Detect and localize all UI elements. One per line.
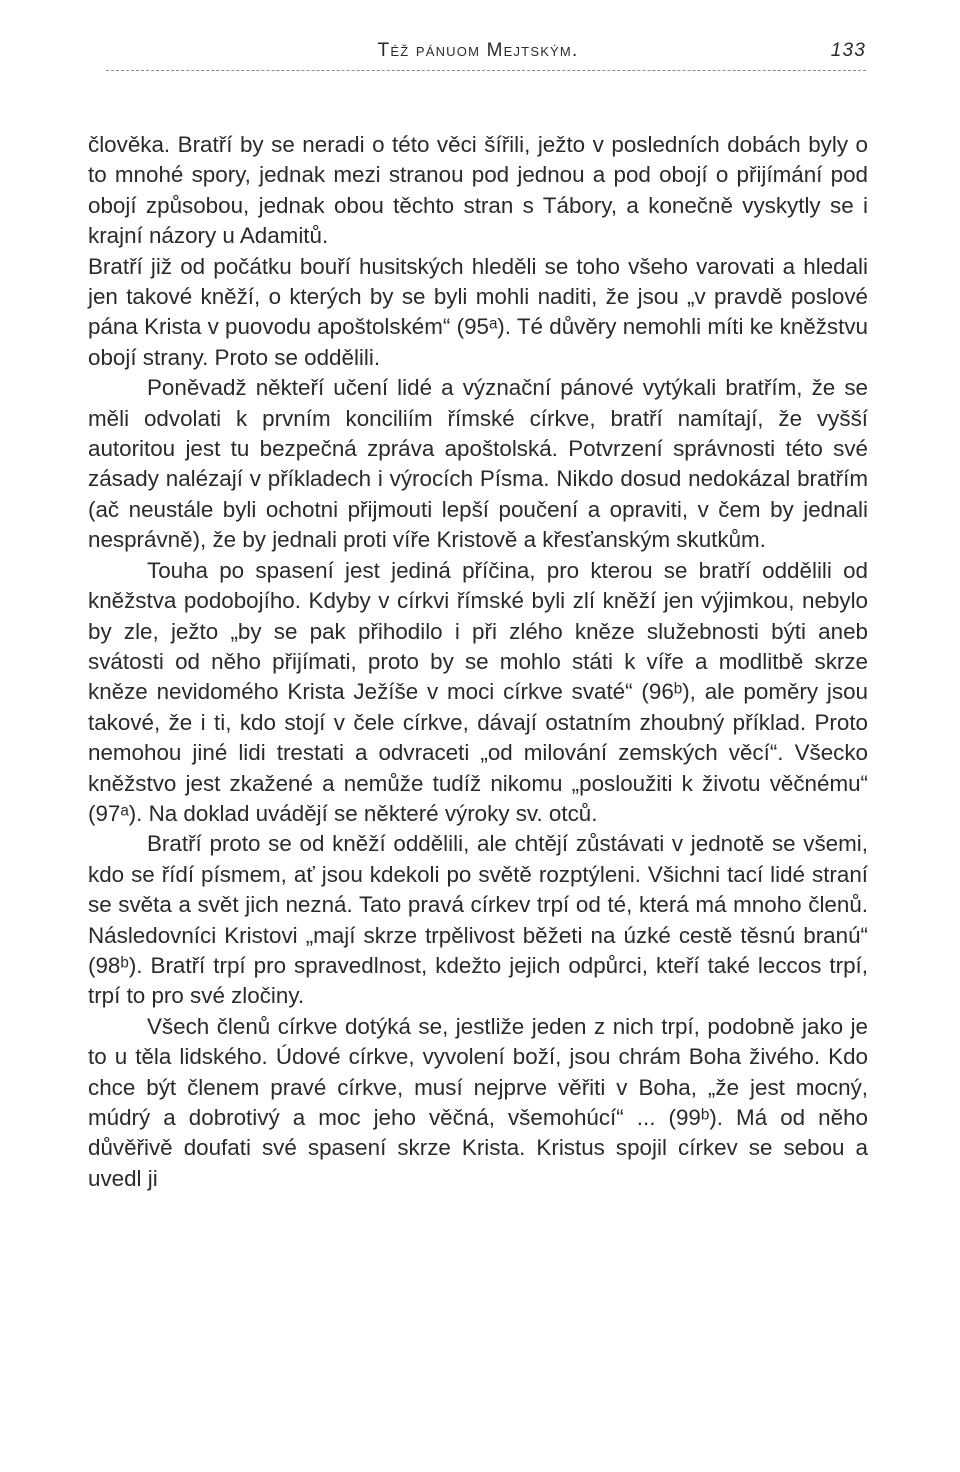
page-number: 133 (830, 40, 866, 61)
paragraph-4: Touha po spasení jest jediná příčina, pro kterou se bratří oddělili od kněžstva podobojího. Kdyby v církvi římské byli zlí kněží jen výjimkou, nebylo by zle, ježto „by se pak přihodilo i při zlého kněze služebnosti býti aneb svátosti od něho přijímati, proto by se mohlo státi k víře a modlitbě skrze kněze nevidomého Krista Ježíše v moci církve svaté“ (96ᵇ), ale poměry jsou takové, že i ti, kdo stojí v čele církve, dávají ostatním zhoubný příklad. Proto nemohou jiné lidi trestati a odvraceti „od milování zemských věcí“. Všecko kněžstvo jest zkažené a nemůže tudíž nikomu „posloužiti k životu věčnému“ (97ᵃ). Na doklad uvádějí se některé výroky sv. otců. (88, 557, 868, 826)
paragraph-5: Bratří proto se od kněží oddělili, ale chtějí zůstávati v jednotě se všemi, kdo se řídí písmem, ať jsou kdekoli po světě rozptýleni. Všichni tací lidé straní se světa a svět jich nezná. Tato pravá církev trpí od té, která má mnoho členů. Následovníci Kristovi „mají skrze trpělivost běžeti na úzké cestě těsnú branú“ (98ᵇ). Bratří trpí pro spravedlnost, kdežto jejich odpůrci, kteří také leccos trpí, trpí to pro své zločiny. (88, 831, 868, 1009)
paragraph-6: Všech členů církve dotýká se, jestliže jeden z nich trpí, podobně jako je to u těla lidského. Údové církve, vyvolení boží, jsou chrám Boha živého. Kdo chce být členem pravé církve, musí nejprve věřiti v Boha, „že jest mocný, múdrý a dobrotivý a moc jeho věčná, všemohúcí“ ... (99ᵇ). Má od něho důvěřivě doufati své spasení skrze Krista. Kristus spojil církev se sebou a uvedl ji (88, 1013, 868, 1191)
body-text (88, 130, 868, 1194)
running-head (88, 40, 868, 70)
paragraph-3: Poněvadž někteří učení lidé a význační pánové vytýkali bratřím, že se měli odvolati k prvním konciliím římské církve, bratří namítají, že vyšší autoritou jest tu bezpečná zpráva apoštolská. Potvrzení správnosti této své zásady nalézají v příkladech i výrocích Písma. Nikdo dosud nedokázal bratřím (ač neustále byli ochotni přijmouti lepší poučení a opraviti, v čem by jednali nesprávně), že by jednali proti víře Kristově a křesťanským skutkům. (88, 375, 868, 553)
paragraph-2: Bratří již od počátku bouří husitských hleděli se toho všeho varovati a hledali jen takové kněží, o kterých by se byli mohli naditi, že jsou „v pravdě poslové pána Krista v puovodu apoštolském“ (95ᵃ). Té důvěry nemohli míti ke kněžstvu obojí strany. Proto se oddělili. (88, 253, 868, 370)
paragraph-1: člověka. Bratří by se neradi o této věci šířili, ježto v posledních dobách byly o to mnohé spory, jednak mezi stranou pod jednou a pod obojí o přijímání pod obojí způsobou, jednak obou těchto stran s Tábory, a konečně vyskytly se i krajní názory u Adamitů. (88, 132, 868, 249)
running-title: Též pánuom Mejtským. (377, 40, 579, 61)
book-page (88, 40, 868, 70)
header-rule (106, 70, 866, 71)
